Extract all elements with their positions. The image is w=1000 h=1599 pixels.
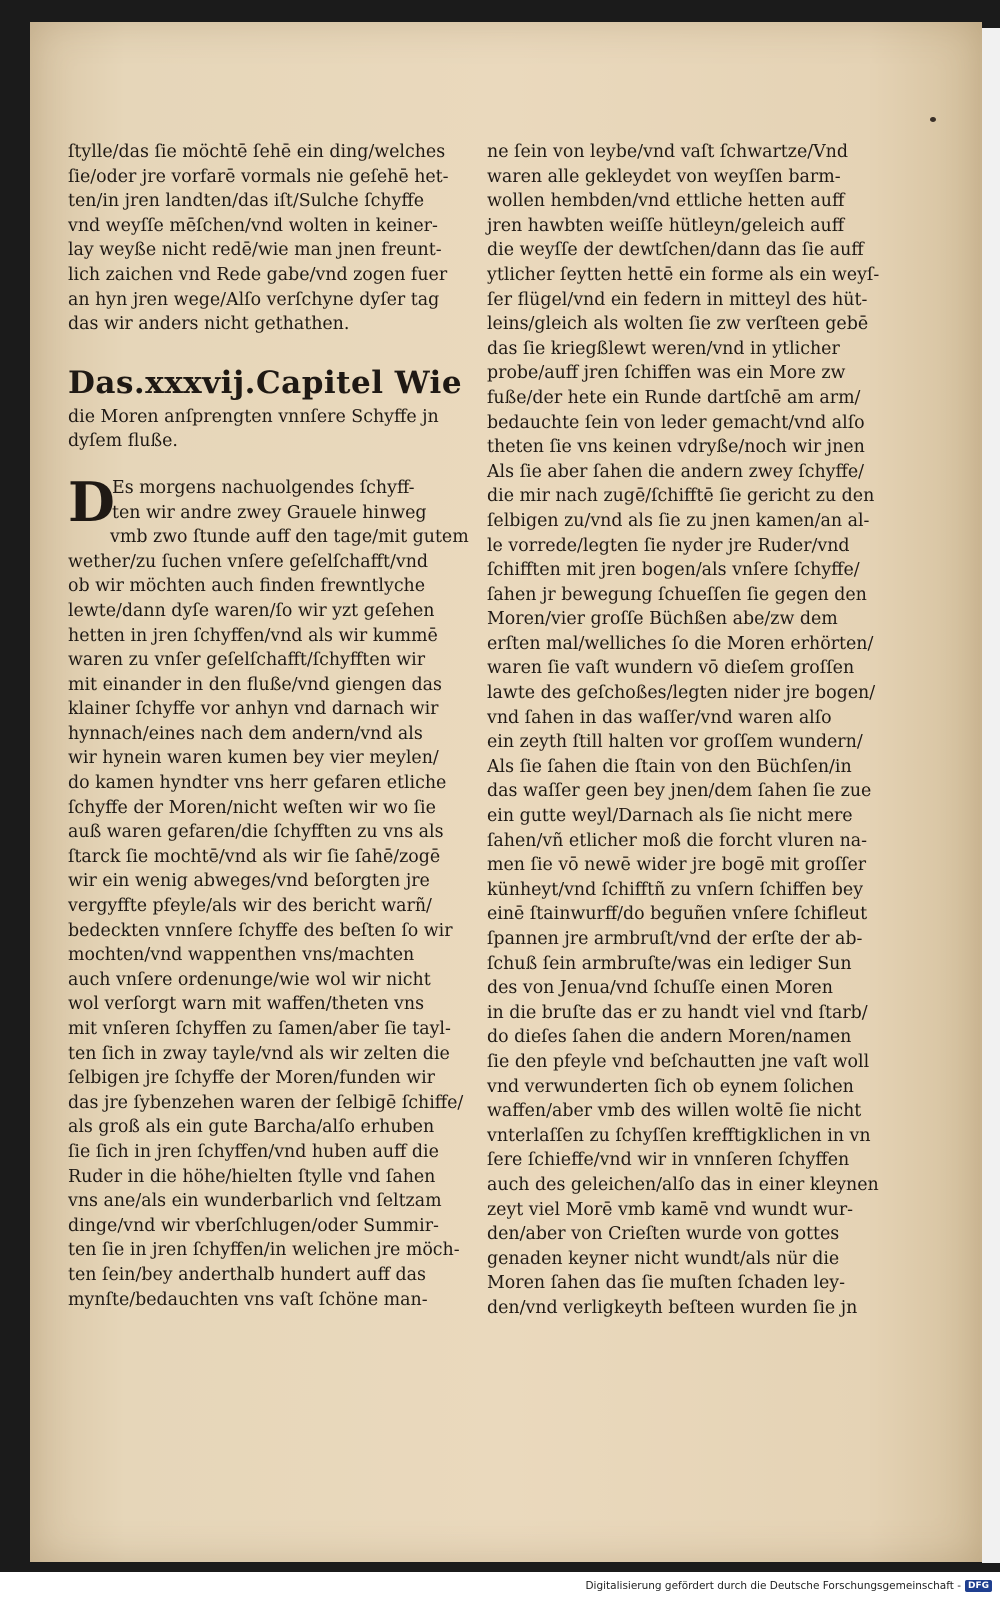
text-line: das jre ſybenzehen waren der ſelbigē ſchiffe/ [68,1092,464,1113]
text-line: das waſſer geen bey jnen/dem ſahen ſie zue [487,781,872,802]
text-line: ſie ſich in jren ſchyffen/vnd huben auff die [68,1141,439,1162]
text-line: klainer ſchyffe vor anhyn vnd darnach wir [68,699,439,720]
text-line: probe/auff jren ſchiffen was ein More zw [487,363,846,384]
text-line: theten ſie vns keinen vdryße/noch wir jnen [487,437,865,458]
text-line: leins/gleich als wolten ſie zw verſteen gebē [487,314,869,335]
text-line: vnd ſahen in das waſſer/vnd waren alſo [487,707,832,728]
text-line: lewte/dann dyſe waren/ſo wir yzt geſehen [68,600,435,621]
text-line: in die bruſte das er zu handt viel vnd ſtarb/ [487,1002,868,1023]
text-line: ſpannen jre armbruſt/vnd der erſte der ab- [487,929,863,949]
text-line: fuße/der hete ein Runde dartſchē am arm/ [487,387,861,408]
initial-lines [68,469,448,534]
text-line: ſahen jr bewegung ſchueſſen ſie gegen den [487,584,867,605]
text-line: des von Jenua/vnd ſchuſſe einen Moren [487,978,833,999]
text-line: men ſie vō newē wider jre bogē mit groſſer [487,855,867,876]
text-line: vnterlaſſen zu ſchyſſen krefftigklichen in vn [487,1125,871,1146]
text-line: jren hawbten weiſſe hütleyn/geleich auff [487,215,845,236]
chapter-subheading [68,405,448,454]
text-line: ein gutte weyl/Darnach als ſie nicht mere [487,806,853,827]
text-line: hetten in jren ſchyffen/vnd als wir kummē [68,625,438,646]
text-line: le vorrede/legten ſie nyder jre Ruder/vnd [487,535,850,556]
text-line: Ruder in die höhe/hielten ſtylle vnd ſahen [68,1166,436,1187]
text-line: ne ſein von leybe/vnd vaſt ſchwartze/Vnd [487,142,848,162]
text-line: vmb zwo ſtunde auff den tage/mit gutem [110,527,469,548]
text-line: das ſie kriegßlewt weren/vnd in ytlicher [487,338,840,359]
text-line: ſtylle/das ſie möchtē ſehē ein ding/welches [68,142,446,162]
text-line: waren zu vnſer geſelſchafft/ſchyfften wir [68,650,426,671]
text-line: wir hynein waren kumen bey vier meylen/ [68,748,439,769]
text-line: do dieſes ſahen die andern Moren/namen [487,1027,852,1048]
text-line: ten ſein/bey anderthalb hundert auff das [68,1264,426,1285]
left-top-paragraph [68,140,448,337]
text-line: vnd weyſſe mēſchen/vnd wolten in keiner- [68,215,438,236]
text-line: ob wir möchten auch finden frewntlyche [68,576,426,597]
text-line: als groß als ein gute Barcha/alſo erhuben [68,1117,435,1138]
text-line: mynſte/bedauchten vns vaſt ſchöne man- [68,1289,428,1310]
text-line: vergyffte pfeyle/als wir des bericht warñ/ [68,896,432,917]
text-line: ſchuß ſein armbruſte/was ein lediger Sun [487,953,852,974]
text-line: lawte des geſchoßes/legten nider jre bogen/ [487,683,876,704]
text-line: ten ſich in zway tayle/vnd als wir zelten die [68,1043,450,1064]
text-line: auß waren gefaren/die ſchyfften zu vns als [68,822,444,843]
text-line: ſie/oder jre vorfarē vormals nie geſehē het- [68,166,449,187]
page-edge-strip [982,28,1000,1563]
text-line: ytlicher ſeytten hettē ein forme als ein weyſ- [487,264,880,285]
left-body-paragraph [68,525,469,1312]
text-line: waffen/aber vmb des willen woltē ſie nicht [487,1101,862,1122]
text-line: vnd verwunderten ſich ob eynem ſolichen [487,1076,854,1097]
text-line: mit einander in den fluße/vnd giengen das [68,674,442,695]
text-line: genaden keyner nicht wundt/als nür die [487,1248,840,1269]
text-line: die weyſſe der dewtſchen/dann das ſie auff [487,240,864,261]
text-line: wol verſorgt warn mit waffen/theten vns [68,994,425,1015]
text-line: ten/in jren landten/das iſt/Sulche ſchyffe [68,191,425,212]
text-line: wollen hembden/vnd ettliche hetten auff [487,191,845,212]
text-line: dyſem fluße. [68,431,178,452]
text-line: den/vnd verligkeyth beſteen wurden ſie jn [487,1297,858,1318]
text-line: mochten/vnd wappenthen vns/machten [68,945,415,966]
text-line: die Moren anſprengten vnnſere Schyffe jn [68,406,439,427]
right-body-paragraph [487,140,880,1321]
text-line: mit vnſeren ſchyffen zu ſamen/aber ſie tayl- [68,1019,451,1039]
text-line: die mir nach zugē/ſchifftē ſie gericht zu den [487,486,875,507]
ink-speck [930,117,936,122]
footer-text: Digitalisierung gefördert durch die Deutsche Forschungsgemeinschaft - [585,1580,961,1592]
text-line: auch vnſere ordenunge/wie wol wir nicht [68,969,431,990]
text-line: Als ſie ſahen die ſtain von den Büchſen/in [487,756,852,777]
text-line: Als ſie aber ſahen die andern zwey ſchyffe/ [487,461,864,482]
text-line: das wir anders nicht gethathen. [68,314,350,335]
text-line: Moren ſahen das ſie muſten ſchaden ley- [487,1273,845,1294]
text-line: hynnach/eines nach dem andern/vnd als [68,723,423,744]
text-line: ſelbigen zu/vnd als ſie zu jnen kamen/an al- [487,510,870,531]
text-line: wir ein wenig abweges/vnd beſorgten jre [68,871,430,892]
text-line: erſten mal/welliches ſo die Moren erhörten/ [487,633,874,654]
text-line: Moren/vier groſſe Büchßen abe/zw dem [487,609,838,630]
text-line: ten wir andre zwey Grauele hinweg [112,502,427,523]
text-line: ſtarck ſie mochtē/vnd als wir ſie ſahē/zogē [68,846,441,867]
initial-paragraph [68,469,448,534]
text-line: lay weyße nicht redē/wie man jnen freunt- [68,240,442,261]
text-line: ſahen/vñ etlicher moß die forcht vluren na- [487,830,868,851]
text-line: bedauchte ſein von leder gemacht/vnd alſo [487,412,865,433]
chapter-heading: Das.xxxvij.Capitel Wie [68,364,463,401]
text-line: wether/zu ſuchen vnſere geſelſchafft/vnd [68,551,429,572]
decorated-initial: D [68,469,115,534]
text-line: ſere ſchieffe/vnd wir in vnnſeren ſchyffen [487,1150,850,1171]
text-line: lich zaichen vnd Rede gabe/vnd zogen fuer [68,264,448,285]
text-line: ſer flügel/vnd ein federn in mitteyl des hüt- [487,289,868,310]
text-line: an hyn jren wege/Alſo verſchyne dyſer tag [68,289,440,310]
right-text-column [487,140,880,1321]
dfg-logo: DFG [965,1580,992,1592]
text-line: vns ane/als ein wunderbarlich vnd ſeltzam [68,1191,442,1212]
text-line: ſchifften mit jren bogen/als vnſere ſchyffe/ [487,560,860,581]
text-line: bedeckten vnnſere ſchyffe des beſten ſo wir [68,920,453,941]
text-line: Es morgens nachuolgendes ſchyff- [112,477,415,498]
text-line: waren ſie vaſt wundern vō dieſem groſſen [487,658,855,679]
text-line: ſchyffe der Moren/nicht weſten wir wo ſie [68,797,436,818]
left-text-column [68,140,469,1312]
footer-credit [585,1577,992,1595]
text-line: einē ſtainwurff/do beguñen vnſere ſchifleut [487,904,868,925]
text-line: ſelbigen jre ſchyffe der Moren/funden wir [68,1068,435,1089]
text-line: zeyt viel Morē vmb kamē vnd wundt wur- [487,1199,854,1220]
text-line: do kamen hyndter vns herr gefaren etliche [68,773,447,794]
text-line: waren alle gekleydet von weyſſen barm- [487,166,841,187]
text-line: ten ſie in jren ſchyffen/in welichen jre möch- [68,1240,460,1261]
text-line: dinge/vnd wir vberſchlugen/oder Summir- [68,1215,439,1236]
text-line: ein zeyth ſtill halten vor groſſem wundern/ [487,732,863,753]
text-line: ſie den pfeyle vnd beſchautten jne vaſt woll [487,1051,870,1072]
text-line: künheyt/vnd ſchifftñ zu vnſern ſchiffen bey [487,879,864,900]
text-line: auch des geleichen/alſo das in einer kleynen [487,1174,879,1195]
text-line: den/aber von Crieſten wurde von gottes [487,1224,840,1245]
